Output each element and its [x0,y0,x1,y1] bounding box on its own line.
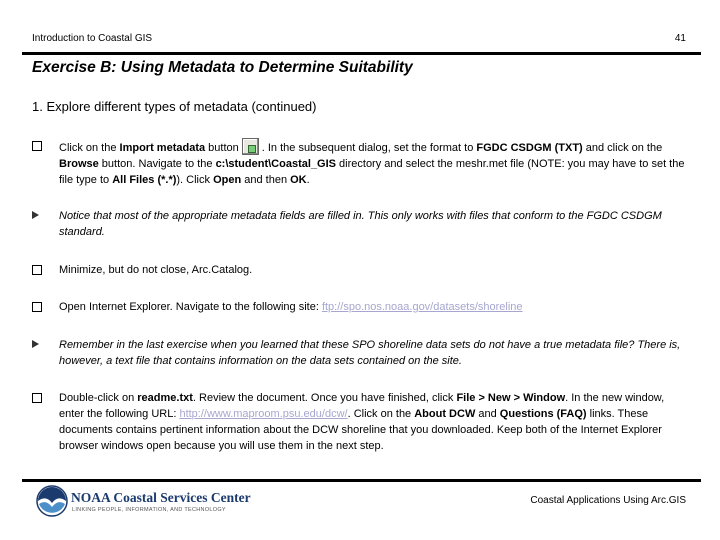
text-segment: Open Internet Explorer. Navigate to the following site: [59,301,322,313]
text-segment: . [306,174,310,186]
noaa-logo-icon [36,485,68,517]
item-text [59,337,692,369]
page-title: Exercise B: Using Metadata to Determine Suitability [32,59,413,76]
text-segment: Remember in the last exercise when you learned that these SPO shoreline data sets do not have a true metadata file? There is, however, a text file that contains information on the data sets contained on the site. [59,339,681,367]
item-text [59,390,692,454]
bold-term: readme.txt [137,392,193,404]
text-segment: and [475,408,500,420]
text-segment: Double-click on [59,392,138,404]
text-segment: and click on the [582,142,663,154]
text-segment: . In the new window, enter the following URL: [59,392,665,420]
checkbox-bullet-icon[interactable] [32,265,42,275]
item-text [59,208,692,240]
list-item [32,299,692,315]
item-text [59,299,692,315]
text-segment: . In the subsequent dialog, set the format to [261,142,477,154]
list-item [32,138,692,188]
text-segment: ). Click [176,174,214,186]
bold-term: About DCW [414,408,476,420]
checkbox-bullet-icon[interactable] [32,141,42,151]
bold-term: OK [290,174,307,186]
bold-term: Browse [59,158,99,170]
list-item [32,390,692,454]
bold-term: File > New > Window [456,392,566,404]
bold-term: FGDC CSDGM (TXT) [476,142,583,154]
text-segment: Click on the [59,142,120,154]
bold-term: Questions (FAQ) [499,408,587,420]
bold-term: All Files (*.*) [112,174,177,186]
list-item [32,208,692,240]
import-metadata-button-icon [242,138,259,155]
item-text [59,138,692,188]
header-rule [22,52,701,55]
text-segment: Notice that most of the appropriate metadata fields are filled in. This only works with files that conform to the FGDC CSDGM standard. [59,210,662,238]
arrow-bullet-icon [32,340,39,348]
section-heading: 1. Explore different types of metadata (continued) [32,99,317,114]
text-segment: directory and select the meshr.met file (NOTE: you may have to set the file type to [59,158,685,186]
footer-rule [22,479,701,482]
checkbox-bullet-icon[interactable] [32,302,42,312]
text-segment: and then [241,174,291,186]
list-item [32,262,692,278]
url-link[interactable]: ftp://spo.nos.noaa.gov/datasets/shoreline [321,301,523,313]
item-text [59,262,692,278]
bold-term: Open [213,174,242,186]
header-title: Introduction to Coastal GIS [32,33,153,44]
logo-tagline: LINKING PEOPLE, INFORMATION, AND TECHNOLOGY [72,507,226,513]
checkbox-bullet-icon[interactable] [32,393,42,403]
list-item [32,337,692,369]
bold-term: c:\student\Coastal_GIS [215,158,336,170]
text-segment: . Click on the [347,408,415,420]
text-segment: button [205,142,239,154]
bold-term: Import metadata [119,142,206,154]
arrow-bullet-icon [32,211,39,219]
text-segment: links. These documents contains pertinent information about the DCW shoreline that you downloaded. Keep both of the Internet Explorer browser windows open because you will use them in the next step. [59,408,662,452]
text-segment: button. Navigate to the [98,158,216,170]
text-segment: . Review the document. Once you have finished, click [192,392,457,404]
logo-title: NOAA Coastal Services Center [71,490,251,505]
url-link[interactable]: http://www.maproom.psu.edu/dcw/ [179,408,348,420]
footer-course-title: Coastal Applications Using Arc.GIS [530,495,686,506]
text-segment: Minimize, but do not close, Arc.Catalog. [59,264,253,276]
page-number: 41 [674,33,686,44]
